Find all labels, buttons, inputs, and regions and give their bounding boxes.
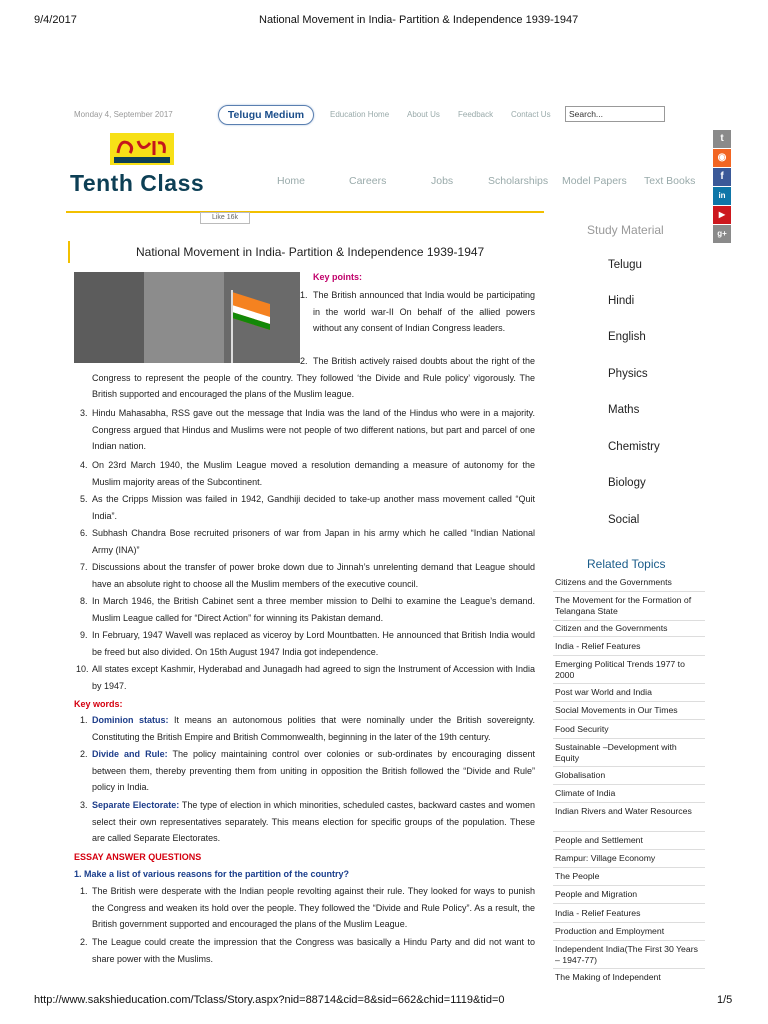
key-points-label: Key points: xyxy=(313,272,363,282)
list-number: 1. xyxy=(80,886,88,896)
youtube-icon[interactable]: ▶ xyxy=(713,206,731,224)
subject-hindi[interactable]: Hindi xyxy=(608,295,635,307)
related-topic[interactable]: Globalisation xyxy=(555,770,606,780)
nav-home[interactable]: Home xyxy=(277,175,306,187)
point-6: Subhash Chandra Bose recruited prisoners of war from Japan in his army which he called “Indian National Army (INA)” xyxy=(92,528,535,555)
list-number: 1. xyxy=(80,715,88,725)
list-number: 2. xyxy=(300,356,308,366)
related-topic[interactable]: Citizens and the Governments xyxy=(555,577,672,587)
list-number: 4. xyxy=(80,460,88,470)
topic-divider xyxy=(553,738,705,739)
print-url: http://www.sakshieducation.com/Tclass/Story.aspx?nid=88714&cid=8&sid=662&chid=1119&tid=0 xyxy=(34,994,505,1006)
subject-telugu[interactable]: Telugu xyxy=(608,259,642,271)
topic-divider xyxy=(553,766,705,767)
googleplus-icon[interactable]: g+ xyxy=(713,225,731,243)
keyword-term: Divide and Rule: xyxy=(92,749,168,759)
point-5: As the Cripps Mission was failed in 1942, Gandhiji decided to take-up another mass movement called “Quit India”. xyxy=(92,494,535,521)
topic-divider xyxy=(553,719,705,720)
key-words-label: Key words: xyxy=(74,699,123,709)
facebook-icon[interactable]: f xyxy=(713,168,731,186)
nav-text-books[interactable]: Text Books xyxy=(644,175,696,187)
list-number: 7. xyxy=(80,562,88,572)
topic-divider xyxy=(553,655,705,656)
related-topic[interactable]: India - Relief Features xyxy=(555,908,641,918)
related-topics-heading: Related Topics xyxy=(587,557,666,571)
point-8: In March 1946, the British Cabinet sent a three member mission to Delhi to examine the League’s demand. Muslim League called for “Direct Action” for winning its Pakistan demand. xyxy=(92,596,535,623)
related-topic[interactable]: Sustainable –Development with Equity xyxy=(555,742,677,763)
contact-us-link[interactable]: Contact Us xyxy=(511,110,551,119)
topic-divider xyxy=(553,591,705,592)
subject-chemistry[interactable]: Chemistry xyxy=(608,441,660,453)
linkedin-icon[interactable]: in xyxy=(713,187,731,205)
subject-biology[interactable]: Biology xyxy=(608,477,646,489)
about-us-link[interactable]: About Us xyxy=(407,110,440,119)
answer-1: The British were desperate with the Indian people revolting against their rule. They looked for ways to punish the Congress and weaken its hold over the people. They followed the “Divide and Rule Policy”. As a result, the British government supported and encouraged the plans of the Muslim League. xyxy=(92,886,535,930)
related-topic[interactable]: The Making of Independent xyxy=(555,972,661,982)
topic-divider xyxy=(553,849,705,850)
point-7: Discussions about the transfer of power broke down due to Jinnah’s unrelenting demand that League should have an absolute right to choose all the Muslim members of the executive council. xyxy=(92,562,535,589)
rss-icon[interactable]: ◉ xyxy=(713,149,731,167)
related-topic[interactable]: Food Security xyxy=(555,724,609,734)
sakshi-logo[interactable] xyxy=(110,133,174,165)
point-10: All states except Kashmir, Hyderabad and Junagadh had agreed to sign the Instrument of Accession with India by 1947. xyxy=(92,664,535,691)
study-material-heading: Study Material xyxy=(587,223,664,237)
related-topic[interactable]: Independent India(The First 30 Years – 1947-77) xyxy=(555,944,698,965)
keyword-separate-electorate xyxy=(92,797,535,847)
list-number: 3. xyxy=(80,800,88,810)
point-9: In February, 1947 Wavell was replaced as viceroy by Lord Mountbatten. He announced that British India would be freed but also divided. On 15th August 1947 India got independence. xyxy=(92,630,535,657)
related-topic[interactable]: Production and Employment xyxy=(555,926,665,936)
print-page: 1/5 xyxy=(717,994,733,1006)
keyword-definition: The policy maintaining control over colonies or sub-ordinates by encouraging dissent between them, thereby preventing them from uniting in opposition the British followed the “Divide and Rule” policy in India. xyxy=(92,749,536,793)
subject-maths[interactable]: Maths xyxy=(608,404,640,416)
topic-divider xyxy=(553,620,705,621)
keyword-dominion xyxy=(92,712,535,745)
site-title: Tenth Class xyxy=(70,170,205,196)
point-1: The British announced that India would be participating in the world war-II On behalf of the allied powers without any consent of Indian Congress leaders. xyxy=(313,290,535,334)
keyword-divide-rule xyxy=(92,746,535,796)
list-number: 10. xyxy=(76,664,89,674)
print-title: National Movement in India- Partition & Independence 1939-1947 xyxy=(259,14,579,26)
related-topic[interactable]: The Movement for the Formation of Telangana State xyxy=(555,595,692,616)
point-4: On 23rd March 1940, the Muslim League moved a resolution demanding a measure of autonomy for the Muslim majority areas of the Subcontinent. xyxy=(92,460,535,487)
facebook-like-button[interactable]: Like 16k xyxy=(200,212,250,224)
related-topic[interactable]: People and Settlement xyxy=(555,835,643,845)
related-topic[interactable]: Social Movements in Our Times xyxy=(555,705,678,715)
subject-physics[interactable]: Physics xyxy=(608,368,648,380)
nav-jobs[interactable]: Jobs xyxy=(431,175,454,187)
print-date: 9/4/2017 xyxy=(34,14,77,26)
keyword-definition: It means an autonomous polities that were nominally under the British sovereignty. Constituting the British Empire and British Commonwealth, beginning in the later of the 19th century. xyxy=(92,715,535,742)
list-number: 5. xyxy=(80,494,88,504)
related-topic[interactable]: India - Relief Features xyxy=(555,641,641,651)
keyword-definition: The type of election in which minorities, scheduled castes, backward castes and women select their own representatives separately. This means election for specific groups of the population. These are called Separate Electorates. xyxy=(92,800,535,844)
current-date: Monday 4, September 2017 xyxy=(74,110,173,119)
essay-question: 1. Make a list of various reasons for the partition of the country? xyxy=(74,869,350,879)
related-topic[interactable]: Emerging Political Trends 1977 to 2000 xyxy=(555,659,685,680)
nav-model-papers[interactable]: Model Papers xyxy=(562,175,627,187)
search-input[interactable]: Search... xyxy=(565,106,665,122)
title-accent-bar xyxy=(68,241,70,263)
list-number: 8. xyxy=(80,596,88,606)
related-topic[interactable]: Indian Rivers and Water Resources xyxy=(555,806,692,816)
list-number: 2. xyxy=(80,937,88,947)
topic-divider xyxy=(553,922,705,923)
nav-scholarships[interactable]: Scholarships xyxy=(488,175,549,187)
article-photo xyxy=(74,272,300,363)
list-number: 2. xyxy=(80,749,88,759)
article-title: National Movement in India- Partition & Independence 1939-1947 xyxy=(136,245,485,259)
related-topic[interactable]: People and Migration xyxy=(555,889,638,899)
header-divider xyxy=(66,211,544,213)
feedback-link[interactable]: Feedback xyxy=(458,110,494,119)
topic-divider xyxy=(553,903,705,904)
topic-divider xyxy=(553,940,705,941)
topic-divider xyxy=(553,867,705,868)
related-topic[interactable]: Rampur: Village Economy xyxy=(555,853,656,863)
list-number: 6. xyxy=(80,528,88,538)
point-2: The British actively raised doubts about the right of the Congress to represent the people of the country. They followed ‘the Divide and Rule policy’ vigorously. The British supported and encouraged the plans of the Muslim league. xyxy=(92,356,535,400)
related-topic[interactable]: Citizen and the Governments xyxy=(555,623,668,633)
topic-divider xyxy=(553,683,705,684)
subject-social[interactable]: Social xyxy=(608,514,640,526)
telugu-medium-button[interactable]: Telugu Medium xyxy=(218,105,314,125)
related-topic[interactable]: Post war World and India xyxy=(555,687,652,697)
answer-2: The League could create the impression that the Congress was basically a Hindu Party and did not want to share power with the Muslims. xyxy=(92,937,535,964)
topic-divider xyxy=(553,784,705,785)
related-topic[interactable]: The People xyxy=(555,871,600,881)
twitter-icon[interactable]: t xyxy=(713,130,731,148)
topic-divider xyxy=(553,636,705,637)
related-topic[interactable]: Climate of India xyxy=(555,788,616,798)
subject-english[interactable]: English xyxy=(608,331,646,343)
topic-divider xyxy=(553,701,705,702)
keyword-term: Dominion status: xyxy=(92,715,169,725)
education-home-link[interactable]: Education Home xyxy=(330,110,390,119)
keyword-term: Separate Electorate: xyxy=(92,800,180,810)
topic-divider xyxy=(553,831,705,832)
topic-divider xyxy=(553,802,705,803)
topic-divider xyxy=(553,885,705,886)
essay-heading: ESSAY ANSWER QUESTIONS xyxy=(74,852,202,862)
list-number: 9. xyxy=(80,630,88,640)
nav-careers[interactable]: Careers xyxy=(349,175,387,187)
topic-divider xyxy=(553,968,705,969)
point-3: Hindu Mahasabha, RSS gave out the message that India was the land of the Hindus who were in a majority. Congress argued that Hindus and Muslims were not people of two different nations, but part and parcel of one Indian nation. xyxy=(92,408,535,452)
list-number: 3. xyxy=(80,408,88,418)
list-number: 1. xyxy=(300,290,308,300)
